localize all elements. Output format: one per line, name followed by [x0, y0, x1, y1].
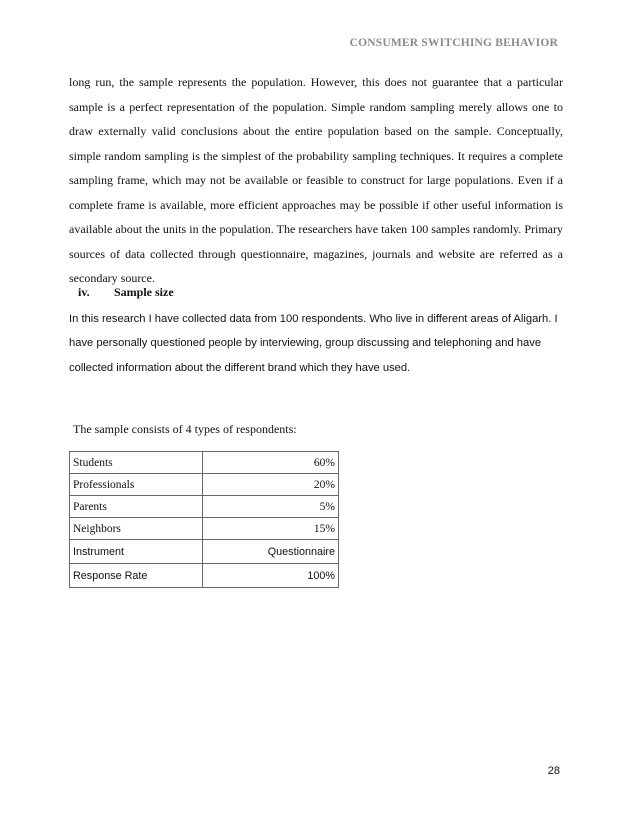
body-paragraph-sampling: long run, the sample represents the population. However, this does not guarantee that a particular sample is a perfect representation of the population. Simple random sampling merely allows one to draw externally valid conclusions about the entire population based on the sample. Conceptually, simple random sampling is the simplest of the probability sampling techniques. It requires a complete sampling frame, which may not be available or feasible to construct for large populations. Even if a complete frame is available, more efficient approaches may be possible if other useful information is available about the units in the population. The researchers have taken 100 samples randomly. Primary sources of data collected through questionnaire, magazines, journals and website are referred as a secondary source. — [69, 75, 563, 285]
row-label: Professionals — [70, 474, 203, 496]
row-value: 60% — [203, 452, 339, 474]
row-label: Response Rate — [70, 564, 203, 588]
section-title: Sample size — [114, 285, 174, 299]
row-value: 5% — [203, 496, 339, 518]
row-value: 15% — [203, 518, 339, 540]
section-number: iv. — [78, 285, 90, 299]
body-paragraph-sample-size: In this research I have collected data from 100 respondents. Who live in different areas of Aligarh. I have personally questioned people by interviewing, group discussing and telephoning and have collected information about the different brand which they have used. — [69, 313, 558, 374]
running-header: CONSUMER SWITCHING BEHAVIOR — [349, 37, 558, 49]
table-row — [70, 540, 339, 564]
row-label: Neighbors — [70, 518, 203, 540]
table-intro: The sample consists of 4 types of respondents: — [73, 422, 297, 436]
table-row — [70, 496, 339, 518]
row-value: 100% — [203, 564, 339, 588]
section-heading — [78, 285, 174, 300]
table-row — [70, 452, 339, 474]
table-row — [70, 564, 339, 588]
row-label: Students — [70, 452, 203, 474]
row-label: Instrument — [70, 540, 203, 564]
table-row — [70, 518, 339, 540]
row-value: Questionnaire — [203, 540, 339, 564]
row-value: 20% — [203, 474, 339, 496]
row-label: Parents — [70, 496, 203, 518]
respondents-table — [69, 451, 339, 588]
table-row — [70, 474, 339, 496]
page-number: 28 — [547, 765, 560, 777]
